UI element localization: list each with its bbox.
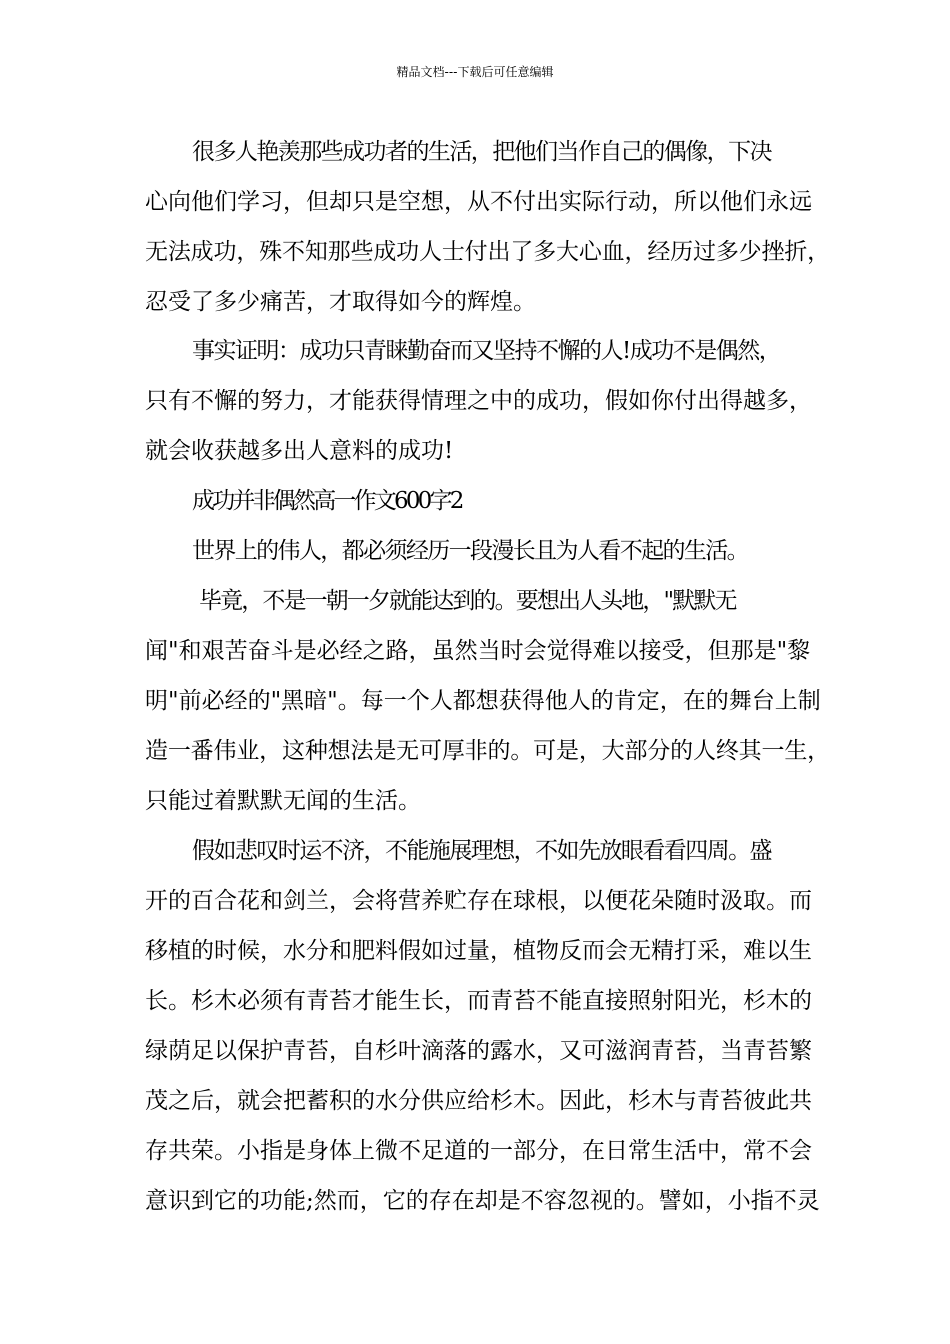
text-line: 事实证明：成功只青睐勤奋而又坚持不懈的人!成功不是偶然， bbox=[192, 338, 781, 364]
text-line: 无法成功，殊不知那些成功人士付出了多大心血，经历过多少挫折， bbox=[145, 239, 831, 265]
text-line: 只有不懈的努力，才能获得情理之中的成功，假如你付出得越多， bbox=[145, 388, 812, 414]
text-line: 很多人艳羡那些成功者的生活，把他们当作自己的偶像，下决 bbox=[192, 139, 772, 165]
text-line: 长。杉木必须有青苔才能生长，而青苔不能直接照射阳光，杉木的 bbox=[145, 988, 812, 1014]
text-line: 忍受了多少痛苦，才取得如今的辉煌。 bbox=[145, 289, 536, 315]
section-heading: 成功并非偶然高一作文600字2 bbox=[192, 488, 462, 514]
text-line: 毕竟，不是一朝一夕就能达到的。要想出人头地，"默默无 bbox=[199, 588, 736, 614]
text-line: 移植的时候，水分和肥料假如过量，植物反而会无精打采，难以生 bbox=[145, 938, 812, 964]
text-line: 茂之后，就会把蓄积的水分供应给杉木。因此，杉木与青苔彼此共 bbox=[145, 1088, 812, 1114]
text-line: 世界上的伟人，都必须经历一段漫长且为人看不起的生活。 bbox=[192, 538, 749, 564]
text-line: 明"前必经的"黑暗"。每一个人都想获得他人的肯定，在的舞台上制 bbox=[145, 688, 821, 714]
text-line: 开的百合花和剑兰，会将营养贮存在球根，以便花朵随时汲取。而 bbox=[145, 888, 812, 914]
text-line: 就会收获越多出人意料的成功! bbox=[145, 438, 454, 464]
text-line: 只能过着默默无闻的生活。 bbox=[145, 788, 421, 814]
page-header: 精品文档---下载后可任意编辑 bbox=[396, 65, 554, 79]
text-line: 意识到它的功能;然而，它的存在却是不容忽视的。譬如，小指不灵 bbox=[145, 1188, 820, 1214]
text-line: 存共荣。小指是身体上微不足道的一部分，在日常生活中，常不会 bbox=[145, 1138, 812, 1164]
text-line: 心向他们学习，但却只是空想，从不付出实际行动，所以他们永远 bbox=[145, 189, 812, 215]
text-line: 绿荫足以保护青苔，自杉叶滴落的露水，又可滋润青苔，当青苔繁 bbox=[145, 1038, 812, 1064]
text-line: 闻"和艰苦奋斗是必经之路，虽然当时会觉得难以接受，但那是"黎 bbox=[145, 638, 811, 664]
text-line: 假如悲叹时运不济，不能施展理想，不如先放眼看看四周。盛 bbox=[192, 838, 772, 864]
text-line: 造一番伟业，这种想法是无可厚非的。可是，大部分的人终其一生， bbox=[145, 738, 831, 764]
